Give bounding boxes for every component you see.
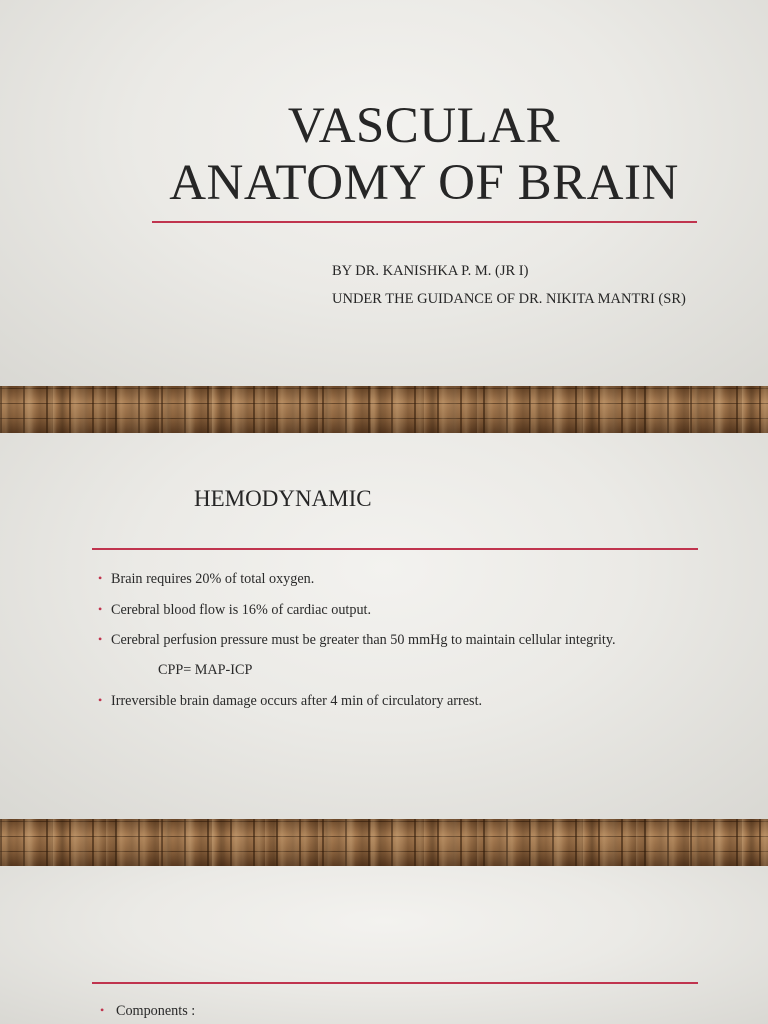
bullet-icon: • — [98, 693, 103, 707]
wood-floor-decoration — [0, 386, 768, 433]
formula-text: CPP= MAP-ICP — [158, 661, 253, 678]
list-item — [100, 998, 195, 1023]
title-line-2: ANATOMY OF BRAIN — [169, 155, 679, 212]
bullet-icon: • — [98, 632, 103, 646]
title-line-1: VASCULAR — [287, 98, 561, 154]
bullet-text: Components : — [116, 1003, 196, 1019]
slide-title — [150, 98, 698, 212]
bullet-text: Cerebral blood flow is 16% of cardiac output. — [111, 601, 372, 618]
slide-heading: HEMODYNAMIC — [194, 486, 372, 511]
title-divider — [152, 221, 697, 223]
bullet-icon: • — [98, 601, 103, 616]
list-item — [98, 688, 738, 719]
list-item — [98, 566, 738, 597]
heading-divider — [92, 548, 698, 550]
wood-floor-decoration — [0, 819, 768, 866]
formula-line — [98, 658, 738, 689]
bullet-list — [98, 566, 738, 719]
list-item — [98, 627, 738, 658]
bullet-text: Irreversible brain damage occurs after 4 min of circulatory arrest. — [111, 693, 483, 709]
bullet-icon: • — [100, 1003, 105, 1017]
heading-divider — [92, 982, 698, 984]
bullet-text: Cerebral perfusion pressure must be greater than 50 mmHg to maintain cellular integrity. — [111, 632, 616, 648]
bullet-text: Brain requires 20% of total oxygen. — [111, 571, 315, 587]
subtitle-guidance: UNDER THE GUIDANCE OF DR. NIKITA MANTRI (SR) — [332, 291, 686, 307]
list-item — [98, 597, 738, 628]
bullet-icon: • — [98, 571, 103, 585]
subtitle-author: BY DR. KANISHKA P. M. (JR I) — [332, 263, 529, 279]
